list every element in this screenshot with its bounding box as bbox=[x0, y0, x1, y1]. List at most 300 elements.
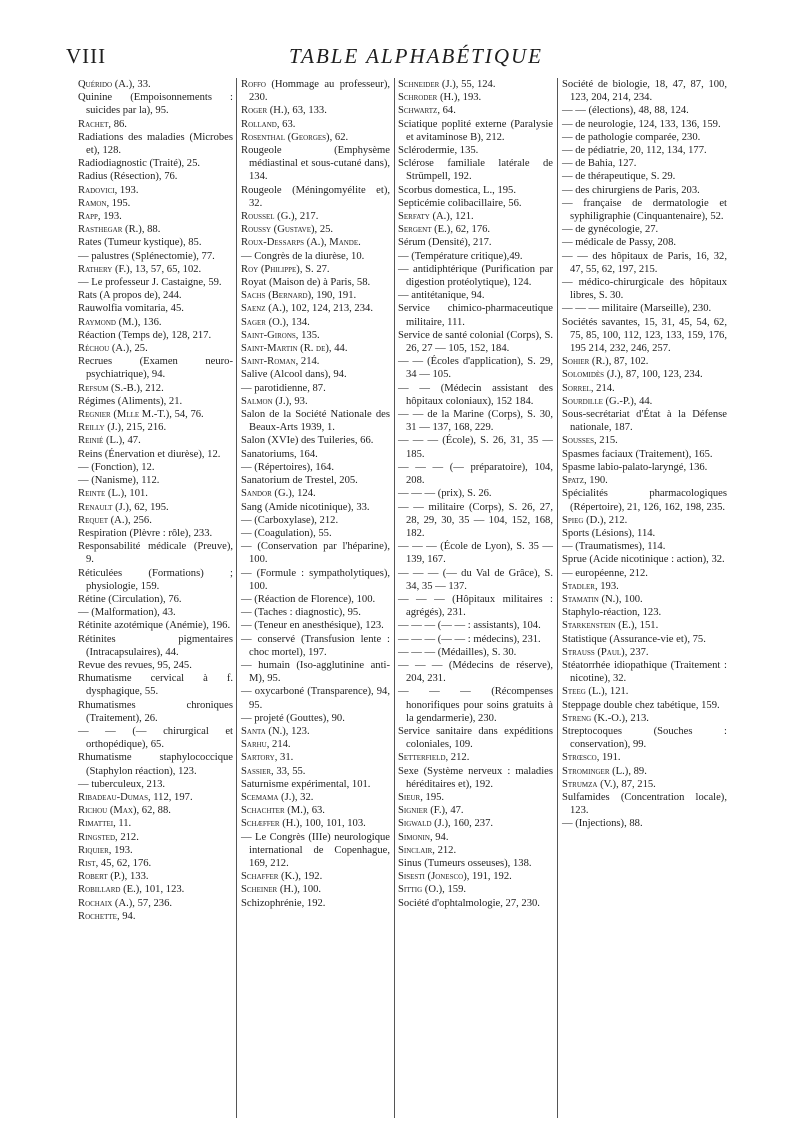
index-entry bbox=[78, 817, 233, 830]
entry-name: Serfaty (A.) bbox=[398, 211, 450, 223]
entry-name: Sourdille (G.-P.) bbox=[562, 395, 634, 407]
index-entry bbox=[241, 474, 390, 487]
entry-text: Streptocoques (Souches : conservation), 99. bbox=[562, 725, 727, 751]
entry-text: — — — (École de Lyon), S. 35 — 139, 167. bbox=[398, 541, 553, 566]
entry-name: Sinclair bbox=[398, 844, 433, 856]
index-entry bbox=[241, 276, 390, 289]
index-entry bbox=[241, 210, 390, 223]
entry-name: Sassier bbox=[241, 765, 272, 777]
entry-text: — conservé (Transfusion lente : choc mortel), 197. bbox=[241, 633, 390, 658]
entry-text: — médicale de Passy, 208. bbox=[562, 237, 677, 249]
entry-name: Radovici bbox=[78, 184, 115, 196]
index-entry bbox=[78, 302, 233, 315]
entry-text: — — des hôpitaux de Paris, 16, 32, 47, 55, 62, 197, 215. bbox=[562, 250, 727, 275]
entry-text: , 195. bbox=[106, 197, 131, 209]
entry-text: — (Nanisme), 112. bbox=[78, 475, 160, 487]
entry-text: Quinine (Empoisonnements : suicides par la), 95. bbox=[78, 92, 233, 117]
entry-text: , 86. bbox=[108, 118, 127, 130]
index-entry bbox=[562, 765, 727, 778]
index-entry bbox=[78, 91, 233, 117]
index-entry bbox=[241, 619, 390, 632]
entry-text: Reins (Énervation et diurèse), 12. bbox=[78, 448, 221, 460]
index-entry bbox=[562, 791, 727, 817]
entry-text: — (Carboxylase), 212. bbox=[241, 514, 339, 526]
index-entry bbox=[241, 883, 390, 896]
entry-text: — — militaire (Corps), S. 26, 27, 28, 29, 30, 35 — 104, 152, 168, 182. bbox=[398, 501, 553, 539]
entry-text: Sports (Lésions), 114. bbox=[562, 527, 656, 539]
entry-text: , 13, 57, 65, 102. bbox=[129, 263, 202, 275]
entry-name: Ribadeau-Dumas bbox=[78, 791, 148, 803]
index-entry bbox=[241, 712, 390, 725]
index-entry bbox=[562, 368, 727, 381]
index-entry bbox=[78, 619, 233, 632]
index-entry bbox=[241, 368, 390, 381]
entry-text: Sexe (Système nerveux : maladies héréditaires et), 192. bbox=[398, 765, 553, 790]
entry-text: Radius (Résection), 76. bbox=[78, 171, 178, 183]
entry-name: Sousses bbox=[562, 435, 594, 447]
entry-text: , 212. bbox=[139, 382, 164, 394]
index-entry bbox=[398, 250, 553, 263]
entry-text: — de pathologie comparée, 230. bbox=[562, 131, 701, 143]
entry-text: Sciatique poplité externe (Paralysie et avitaminose B), 212. bbox=[398, 118, 553, 143]
entry-text: Salon (XVIe) des Tuileries, 66. bbox=[241, 435, 374, 447]
entry-name: Strominger (L.) bbox=[562, 765, 629, 777]
index-entry bbox=[562, 197, 727, 223]
entry-name: Saint-Martin (R. de) bbox=[241, 343, 329, 355]
entry-name: Scemama (J.) bbox=[241, 791, 295, 803]
index-entry bbox=[562, 751, 727, 764]
entry-text: Responsabilité médicale (Preuve), 9. bbox=[78, 541, 233, 566]
index-entry bbox=[398, 289, 553, 302]
index-entry bbox=[78, 78, 233, 91]
index-entry bbox=[562, 250, 727, 276]
index-entry bbox=[78, 699, 233, 725]
index-entry bbox=[241, 355, 390, 368]
index-entry bbox=[78, 910, 233, 923]
entry-text: , 25. bbox=[129, 343, 148, 355]
index-entry bbox=[78, 540, 233, 566]
index-entry bbox=[562, 593, 727, 606]
index-entry bbox=[398, 382, 553, 408]
entry-text: , 121. bbox=[604, 686, 629, 698]
index-entry bbox=[241, 567, 390, 593]
entry-name: Sohier (R.) bbox=[562, 356, 609, 368]
index-entry bbox=[562, 157, 727, 170]
entry-text: , 44. bbox=[633, 395, 653, 407]
entry-text: , 100. bbox=[618, 593, 643, 605]
index-entry bbox=[78, 210, 233, 223]
index-column-4 bbox=[562, 78, 727, 831]
index-entry bbox=[562, 712, 727, 725]
entry-text: , 87, 100, 123, 234. bbox=[620, 369, 703, 381]
entry-text: — médico-chirurgicale des hôpitaux libres, S. 30. bbox=[562, 277, 727, 302]
entry-text: , 136. bbox=[137, 316, 162, 328]
index-entry bbox=[562, 474, 727, 487]
index-entry bbox=[241, 593, 390, 606]
entry-name: Schneider (J.) bbox=[398, 79, 456, 90]
index-entry bbox=[398, 157, 553, 183]
entry-text: Spasme labio-palato-laryngé, 136. bbox=[562, 461, 708, 473]
entry-text: Saturnisme expérimental, 101. bbox=[241, 778, 371, 790]
index-entry bbox=[78, 461, 233, 474]
entry-name: Salmon (J.) bbox=[241, 395, 290, 407]
entry-text: — antidiphtérique (Purification par digestion protéolytique), 124. bbox=[398, 263, 553, 289]
entry-text: Sanatorium de Trestel, 205. bbox=[241, 475, 358, 487]
index-entry bbox=[241, 659, 390, 685]
entry-name: Sachs (Bernard) bbox=[241, 290, 312, 302]
entry-name: Stadler bbox=[562, 580, 595, 592]
entry-text: , 213. bbox=[625, 712, 649, 724]
index-entry bbox=[562, 567, 727, 580]
entry-text: , 193. bbox=[457, 92, 482, 104]
index-entry bbox=[398, 184, 553, 197]
entry-name: Reilly (J.) bbox=[78, 422, 122, 434]
index-entry bbox=[398, 408, 553, 434]
entry-text: Rhumatisme staphylococcique (Staphylon réaction), 123. bbox=[78, 752, 233, 777]
index-entry bbox=[241, 606, 390, 619]
column-divider bbox=[394, 78, 395, 1118]
entry-text: Spasmes faciaux (Traitement), 165. bbox=[562, 448, 713, 460]
entry-text: , 62, 195. bbox=[128, 501, 169, 513]
entry-text: — — (élections), 48, 88, 124. bbox=[562, 105, 689, 117]
index-entry bbox=[241, 236, 390, 249]
index-entry bbox=[78, 527, 233, 540]
entry-text: Salive (Alcool dans), 94. bbox=[241, 369, 347, 381]
index-entry bbox=[398, 844, 553, 857]
entry-name: Rochaix (A.) bbox=[78, 897, 133, 909]
index-entry bbox=[241, 870, 390, 883]
entry-text: — (Coagulation), 55. bbox=[241, 527, 332, 539]
entry-text: — oxycarboné (Transparence), 94, 95. bbox=[241, 686, 390, 711]
index-entry bbox=[562, 699, 727, 712]
index-entry bbox=[241, 131, 390, 144]
index-entry bbox=[562, 170, 727, 183]
entry-name: Ringsted bbox=[78, 831, 116, 843]
entry-text: Réaction (Temps de), 128, 217. bbox=[78, 329, 212, 341]
index-entry bbox=[241, 395, 390, 408]
index-entry bbox=[398, 263, 553, 289]
entry-text: Rétine (Circulation), 76. bbox=[78, 593, 182, 605]
entry-text: — — — (Médailles), S. 30. bbox=[398, 646, 517, 658]
index-entry bbox=[398, 461, 553, 487]
index-entry bbox=[398, 210, 553, 223]
entry-text: , 192. bbox=[298, 871, 323, 883]
entry-text: Septicémie colibacillaire, 56. bbox=[398, 197, 522, 209]
index-entry bbox=[241, 289, 390, 302]
entry-text: — (Réaction de Florence), 100. bbox=[241, 593, 376, 605]
index-entry bbox=[398, 791, 553, 804]
entry-name: Spieg (D.) bbox=[562, 514, 604, 526]
index-entry bbox=[241, 685, 390, 711]
entry-text: , 63. bbox=[276, 118, 296, 130]
index-entry bbox=[562, 778, 727, 791]
index-entry bbox=[78, 118, 233, 131]
entry-text: — humain (Iso-agglutinine anti-M), 95. bbox=[241, 659, 390, 685]
entry-text: Société de biologie, 18, 47, 87, 100, 123, 204, 214, 234. bbox=[562, 79, 727, 104]
entry-name: Rosenthal (Georges) bbox=[241, 131, 330, 143]
entry-text: , 212. bbox=[445, 752, 470, 764]
entry-name: Refsum (S.-B.) bbox=[78, 382, 140, 394]
entry-text: , 212. bbox=[115, 831, 139, 843]
index-entry bbox=[241, 527, 390, 540]
index-entry bbox=[241, 791, 390, 804]
entry-text: Radiodiagnostic (Traité), 25. bbox=[78, 158, 201, 170]
entry-text: , 160, 237. bbox=[447, 818, 494, 830]
index-entry bbox=[562, 553, 727, 566]
column-divider bbox=[236, 78, 237, 1118]
entry-text: , 214. bbox=[295, 356, 320, 368]
entry-name: Rapp bbox=[78, 211, 98, 223]
entry-text: Sclérose familiale latérale de Strümpell, 192. bbox=[398, 158, 553, 183]
page-header bbox=[66, 44, 766, 74]
index-entry bbox=[562, 487, 727, 513]
entry-text: , 101, 123. bbox=[139, 884, 185, 896]
entry-text: , 63. bbox=[306, 805, 325, 817]
entry-text: , 100. bbox=[297, 884, 322, 896]
index-entry bbox=[78, 791, 233, 804]
index-entry bbox=[562, 104, 727, 117]
entry-text: — — — (École), S. 26, 31, 35 — 185. bbox=[398, 435, 553, 460]
entry-text: — (Taches : diagnostic), 95. bbox=[241, 607, 361, 619]
index-entry bbox=[562, 408, 727, 434]
index-entry bbox=[562, 659, 727, 685]
entry-text: — — — militaire (Marseille), 230. bbox=[562, 303, 712, 315]
entry-name: Robillard (E.) bbox=[78, 884, 140, 896]
index-entry bbox=[241, 104, 390, 117]
entry-text: , 256. bbox=[128, 514, 152, 526]
entry-text: — — (Médecin assistant des hôpitaux coloniaux), 152 184. bbox=[398, 382, 553, 407]
entry-text: — — — (— préparatoire), 104, 208. bbox=[398, 461, 553, 487]
entry-text: , 25. bbox=[314, 224, 334, 236]
entry-text: — parotidienne, 87. bbox=[241, 382, 326, 394]
entry-text: Sulfamides (Concentration locale), 123. bbox=[562, 791, 727, 817]
entry-name: Schaffer (K.) bbox=[241, 871, 299, 883]
entry-name: Saint-Roman bbox=[241, 356, 296, 368]
entry-text: , 45, 62, 176. bbox=[95, 857, 152, 869]
entry-text: , 214. bbox=[266, 739, 291, 751]
index-entry bbox=[78, 501, 233, 514]
entry-text: , 159. bbox=[442, 884, 467, 896]
entry-text: , 151. bbox=[634, 620, 659, 632]
entry-text: , 55, 124. bbox=[455, 79, 496, 90]
entry-name: Réchou (A.) bbox=[78, 343, 130, 355]
index-entry bbox=[241, 487, 390, 500]
entry-text: — — — (— — : assistants), 104. bbox=[398, 620, 541, 632]
entry-text: , 134. bbox=[285, 316, 310, 328]
entry-name: Sisesti (Jonesco) bbox=[398, 871, 467, 883]
index-entry bbox=[562, 685, 727, 698]
entry-text: — — — (Médecins de réserve), 204, 231. bbox=[398, 659, 553, 685]
entry-name: Strœsco bbox=[562, 752, 597, 764]
entry-text: — — — (Récompenses honorifiques pour soins gratuits à la gendarmerie), 230. bbox=[398, 686, 553, 724]
entry-text: Rougeole (Méningomyélite et), 32. bbox=[241, 184, 390, 209]
index-entry bbox=[78, 751, 233, 777]
index-entry bbox=[241, 501, 390, 514]
index-entry bbox=[241, 831, 390, 871]
entry-text: , 102, 124, 213, 234. bbox=[285, 303, 373, 315]
index-entry bbox=[398, 329, 553, 355]
entry-text: Service chimico-pharmaceutique militaire, 111. bbox=[398, 303, 553, 328]
index-entry bbox=[562, 184, 727, 197]
index-entry bbox=[78, 672, 233, 698]
index-entry bbox=[562, 302, 727, 315]
index-entry bbox=[78, 593, 233, 606]
entry-text: Respiration (Plèvre : rôle), 233. bbox=[78, 527, 213, 539]
entry-name: Raymond (M.) bbox=[78, 316, 138, 328]
entry-text: , 54, 76. bbox=[169, 409, 204, 421]
index-entry bbox=[78, 831, 233, 844]
entry-text: — de gynécologie, 27. bbox=[562, 224, 659, 236]
entry-name: Strauss (Paul) bbox=[562, 646, 625, 658]
index-entry bbox=[398, 870, 553, 883]
index-entry bbox=[78, 408, 233, 421]
entry-name: Regnier (Mlle M.-T.) bbox=[78, 409, 170, 421]
entry-text: , 193. bbox=[594, 580, 619, 592]
entry-text: — — (Écoles d'application), S. 29, 34 — 105. bbox=[398, 356, 553, 381]
index-entry bbox=[562, 434, 727, 447]
entry-text: — de neurologie, 124, 133, 136, 159. bbox=[562, 118, 721, 130]
index-entry bbox=[562, 580, 727, 593]
entry-text: , 191. bbox=[596, 752, 621, 764]
index-entry bbox=[78, 382, 233, 395]
entry-name: Renault (J.) bbox=[78, 501, 129, 513]
entry-text: — (Teneur en anesthésique), 123. bbox=[241, 620, 384, 632]
index-entry bbox=[398, 831, 553, 844]
index-entry bbox=[398, 91, 553, 104]
index-entry bbox=[78, 157, 233, 170]
index-entry bbox=[241, 263, 390, 276]
entry-name: Rathery (F.) bbox=[78, 263, 130, 275]
index-entry bbox=[78, 883, 233, 896]
index-entry bbox=[562, 144, 727, 157]
index-entry bbox=[241, 461, 390, 474]
entry-text: , 133. bbox=[124, 871, 149, 883]
index-entry bbox=[78, 184, 233, 197]
entry-name: Strumza (V.) bbox=[562, 778, 617, 790]
entry-text: , 123. bbox=[285, 725, 310, 737]
entry-text: Sociétés savantes, 15, 31, 45, 54, 62, 75, 85, 100, 112, 123, 133, 159, 176, 195 214, 232, 246, 257. bbox=[562, 316, 727, 355]
entry-name: Sarhu bbox=[241, 739, 267, 751]
entry-name: Schwartz bbox=[398, 105, 438, 117]
index-entry bbox=[78, 250, 233, 263]
entry-name: Schæffer (H.) bbox=[241, 818, 300, 830]
entry-text: , 64. bbox=[437, 105, 456, 117]
index-entry bbox=[562, 514, 727, 527]
entry-text: — européenne, 212. bbox=[562, 567, 648, 579]
index-entry bbox=[562, 118, 727, 131]
entry-text: — (Conservation par l'héparine), 100. bbox=[241, 541, 390, 566]
entry-text: — — — (prix), S. 26. bbox=[398, 488, 492, 500]
entry-text: Rauwolfia vomitaria, 45. bbox=[78, 303, 184, 315]
index-entry bbox=[398, 302, 553, 328]
entry-text: Schizophrénie, 192. bbox=[241, 897, 326, 909]
entry-text: , 193. bbox=[97, 211, 122, 223]
index-entry bbox=[398, 144, 553, 157]
index-entry bbox=[241, 540, 390, 566]
index-entry bbox=[241, 804, 390, 817]
index-entry bbox=[398, 751, 553, 764]
entry-name: Sorrel bbox=[562, 382, 591, 394]
entry-name: Sartory bbox=[241, 752, 275, 764]
index-entry bbox=[241, 778, 390, 791]
entry-name: Steeg (L.) bbox=[562, 686, 605, 698]
index-entry bbox=[398, 197, 553, 210]
entry-text: Statistique (Assurance-vie et), 75. bbox=[562, 633, 706, 645]
entry-text: Sprue (Acide nicotinique : action), 32. bbox=[562, 554, 725, 566]
index-entry bbox=[562, 382, 727, 395]
entry-text: Réticulées (Formations) ; physiologie, 159. bbox=[78, 567, 233, 592]
entry-name: Roy (Philippe) bbox=[241, 263, 300, 275]
index-entry bbox=[398, 685, 553, 725]
index-entry bbox=[241, 448, 390, 461]
index-column-1 bbox=[78, 78, 233, 923]
index-entry bbox=[398, 434, 553, 460]
index-entry bbox=[241, 817, 390, 830]
entry-name: Rolland bbox=[241, 118, 277, 130]
entry-text: Sanatoriums, 164. bbox=[241, 448, 318, 460]
entry-text: Stéatorrhée idiopathique (Traitement : nicotine), 32. bbox=[562, 659, 727, 685]
index-entry bbox=[398, 223, 553, 236]
index-entry bbox=[562, 633, 727, 646]
index-entry bbox=[562, 540, 727, 553]
index-entry bbox=[241, 302, 390, 315]
index-entry bbox=[241, 118, 390, 131]
index-entry bbox=[78, 725, 233, 751]
index-entry bbox=[78, 659, 233, 672]
entry-name: Reinte (L.) bbox=[78, 488, 125, 500]
entry-text: , 190. bbox=[583, 475, 608, 487]
entry-name: Solomidès (J.) bbox=[562, 369, 621, 381]
entry-name: Sittig (O.) bbox=[398, 884, 443, 896]
index-entry bbox=[562, 448, 727, 461]
index-entry bbox=[398, 487, 553, 500]
entry-text: Scorbus domestica, L., 195. bbox=[398, 184, 516, 196]
entry-text: Société d'ophtalmologie, 27, 230. bbox=[398, 897, 540, 909]
entry-text: — (Température critique),49. bbox=[398, 250, 523, 262]
entry-text: — française de dermatologie et syphiligraphie (Cinquantenaire), 52. bbox=[562, 197, 727, 223]
entry-text: Rhumatisme cervical à f. dysphagique, 55. bbox=[78, 673, 233, 698]
entry-text: — Le Congrès (IIIe) neurologique international de Copenhague, 169, 212. bbox=[241, 831, 390, 869]
entry-text: Régimes (Aliments), 21. bbox=[78, 395, 183, 407]
index-entry bbox=[398, 540, 553, 566]
index-entry bbox=[78, 844, 233, 857]
index-entry bbox=[78, 170, 233, 183]
entry-name: Roussy (Gustave) bbox=[241, 224, 315, 236]
entry-text: — de thérapeutique, S. 29. bbox=[562, 171, 676, 183]
entry-name: Starkenstein (E.) bbox=[562, 620, 635, 632]
entry-text: Radiations des maladies (Microbes et), 128. bbox=[78, 131, 233, 157]
entry-text: — — — (— — : médecins), 231. bbox=[398, 633, 541, 645]
entry-text: Sinus (Tumeurs osseuses), 138. bbox=[398, 857, 532, 869]
entry-text: — — — (Hôpitaux militaires : agrégés), 231. bbox=[398, 593, 553, 619]
index-entry bbox=[562, 223, 727, 236]
entry-text: Sclérodermie, 135. bbox=[398, 145, 479, 157]
index-entry bbox=[241, 342, 390, 355]
index-entry bbox=[241, 765, 390, 778]
index-entry bbox=[78, 276, 233, 289]
entry-text: — (Malformation), 43. bbox=[78, 607, 176, 619]
entry-text: , 193. bbox=[108, 844, 133, 856]
index-entry bbox=[78, 342, 233, 355]
index-entry bbox=[562, 355, 727, 368]
index-entry bbox=[78, 289, 233, 302]
entry-name: Richou (Max) bbox=[78, 805, 137, 817]
entry-text: , 57, 236. bbox=[132, 897, 173, 909]
entry-text: , 94. bbox=[429, 831, 449, 843]
index-entry bbox=[241, 382, 390, 395]
entry-text: Service sanitaire dans expéditions coloniales, 109. bbox=[398, 725, 553, 751]
entry-text: — — de la Marine (Corps), S. 30, 31 — 137, 168, 229. bbox=[398, 409, 553, 434]
